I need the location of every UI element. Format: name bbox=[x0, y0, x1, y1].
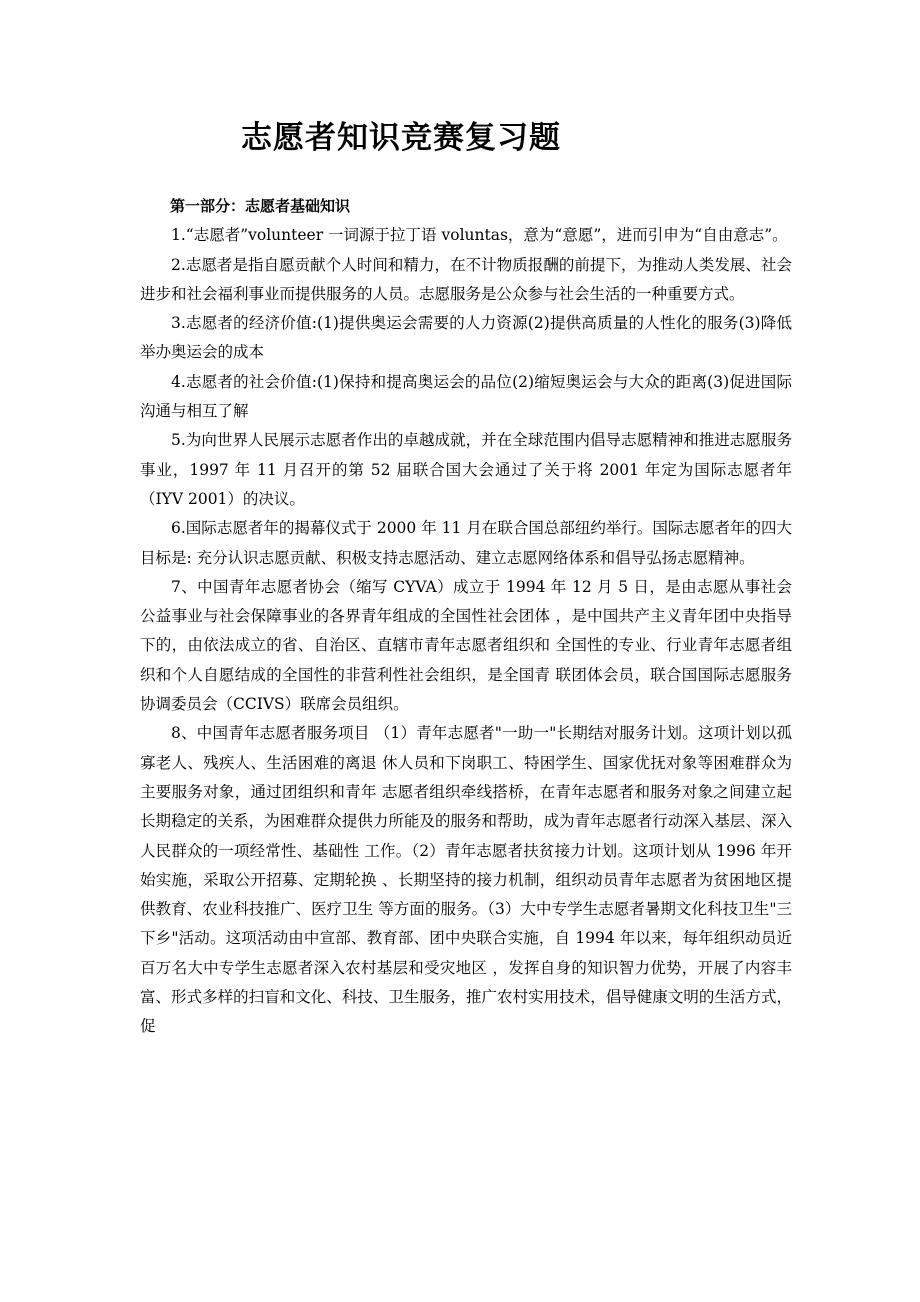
paragraph-3: 3.志愿者的经济价值:(1)提供奥运会需要的人力资源(2)提供高质量的人性化的服务(3)降低举办奥运会的成本 bbox=[140, 314, 792, 362]
document-title: 志愿者知识竞赛复习题 bbox=[241, 120, 561, 156]
paragraph-4: 4.志愿者的社会价值:(1)保持和提高奥运会的品位(2)缩短奥运会与大众的距离(3)促进国际沟通与相互了解 bbox=[140, 372, 792, 421]
section-heading: 第一部分：志愿者基础知识 bbox=[170, 197, 351, 215]
document-body bbox=[140, 192, 792, 1042]
paragraph-8: 8、中国青年志愿者服务项目 （1）青年志愿者"一助一"长期结对服务计划。这项计划以孤寡老人、残疾人、生活困难的离退 休人员和下岗职工、特困学生、国家优抚对象等困难群众为主要服务对象，通过团组织和青年 志愿者组织牵线搭桥，在青年志愿者和服务对象之间建立起长期稳定的关系，为困难群众提供力所能及的服务和帮助，成为青年志愿者行动深入基层、深入人民群众的一项经常性、基础性 工作。（2）青年志愿者扶贫接力计划。这项计划从 1996 年开始实施，采取公开招募、定期轮换 、长期坚持的接力机制，组织动员青年志愿者为贫困地区提供教育、农业科技推广、医疗卫生 等方面的服务。（3）大中专学生志愿者暑期文化科技卫生"三下乡"活动。这项活动由中宣部、教育部、团中央联合实施，自 1994 年以来，每年组织动员近百万名大中专学生志愿者深入农村基层和受灾地区 ，发挥自身的知识智力优势，开展了内容丰富、形式多样的扫盲和文化、科技、卫生服务，推广农村实用技术，倡导健康文明的生活方式，促 bbox=[140, 724, 792, 1036]
paragraph-2: 2.志愿者是指自愿贡献个人时间和精力，在不计物质报酬的前提下，为推动人类发展、社会进步和社会福利事业而提供服务的人员。志愿服务是公众参与社会生活的一种重要方式。 bbox=[140, 255, 792, 303]
paragraph-1: 1.“志愿者”volunteer 一词源于拉丁语 voluntas，意为“意愿”，进而引申为“自由意志”。 bbox=[171, 226, 788, 245]
paragraph-7: 7、中国青年志愿者协会（缩写 CYVA）成立于 1994 年 12 月 5 日，是由志愿从事社会公益事业与社会保障事业的各界青年组成的全国性社会团体 ，是中国共产主义青年团中央指导下的，由依法成立的省、自治区、直辖市青年志愿者组织和 全国性的专业、行业青年志愿者组织和个人自愿结成的全国性的非营利性社会组织，是全国青 联团体会员，联合国国际志愿服务协调委员会（CCIVS）联席会员组织。 bbox=[140, 577, 792, 714]
paragraph-5: 5.为向世界人民展示志愿者作出的卓越成就，并在全球范围内倡导志愿精神和推进志愿服务事业，1997 年 11 月召开的第 52 届联合国大会通过了关于将 2001 年定为国际志愿者年（IYV 2001）的决议。 bbox=[140, 431, 792, 508]
paragraph-6: 6.国际志愿者年的揭幕仪式于 2000 年 11 月在联合国总部纽约举行。国际志愿者年的四大目标是: 充分认识志愿贡献、积极支持志愿活动、建立志愿网络体系和倡导弘扬志愿精神。 bbox=[140, 519, 792, 567]
